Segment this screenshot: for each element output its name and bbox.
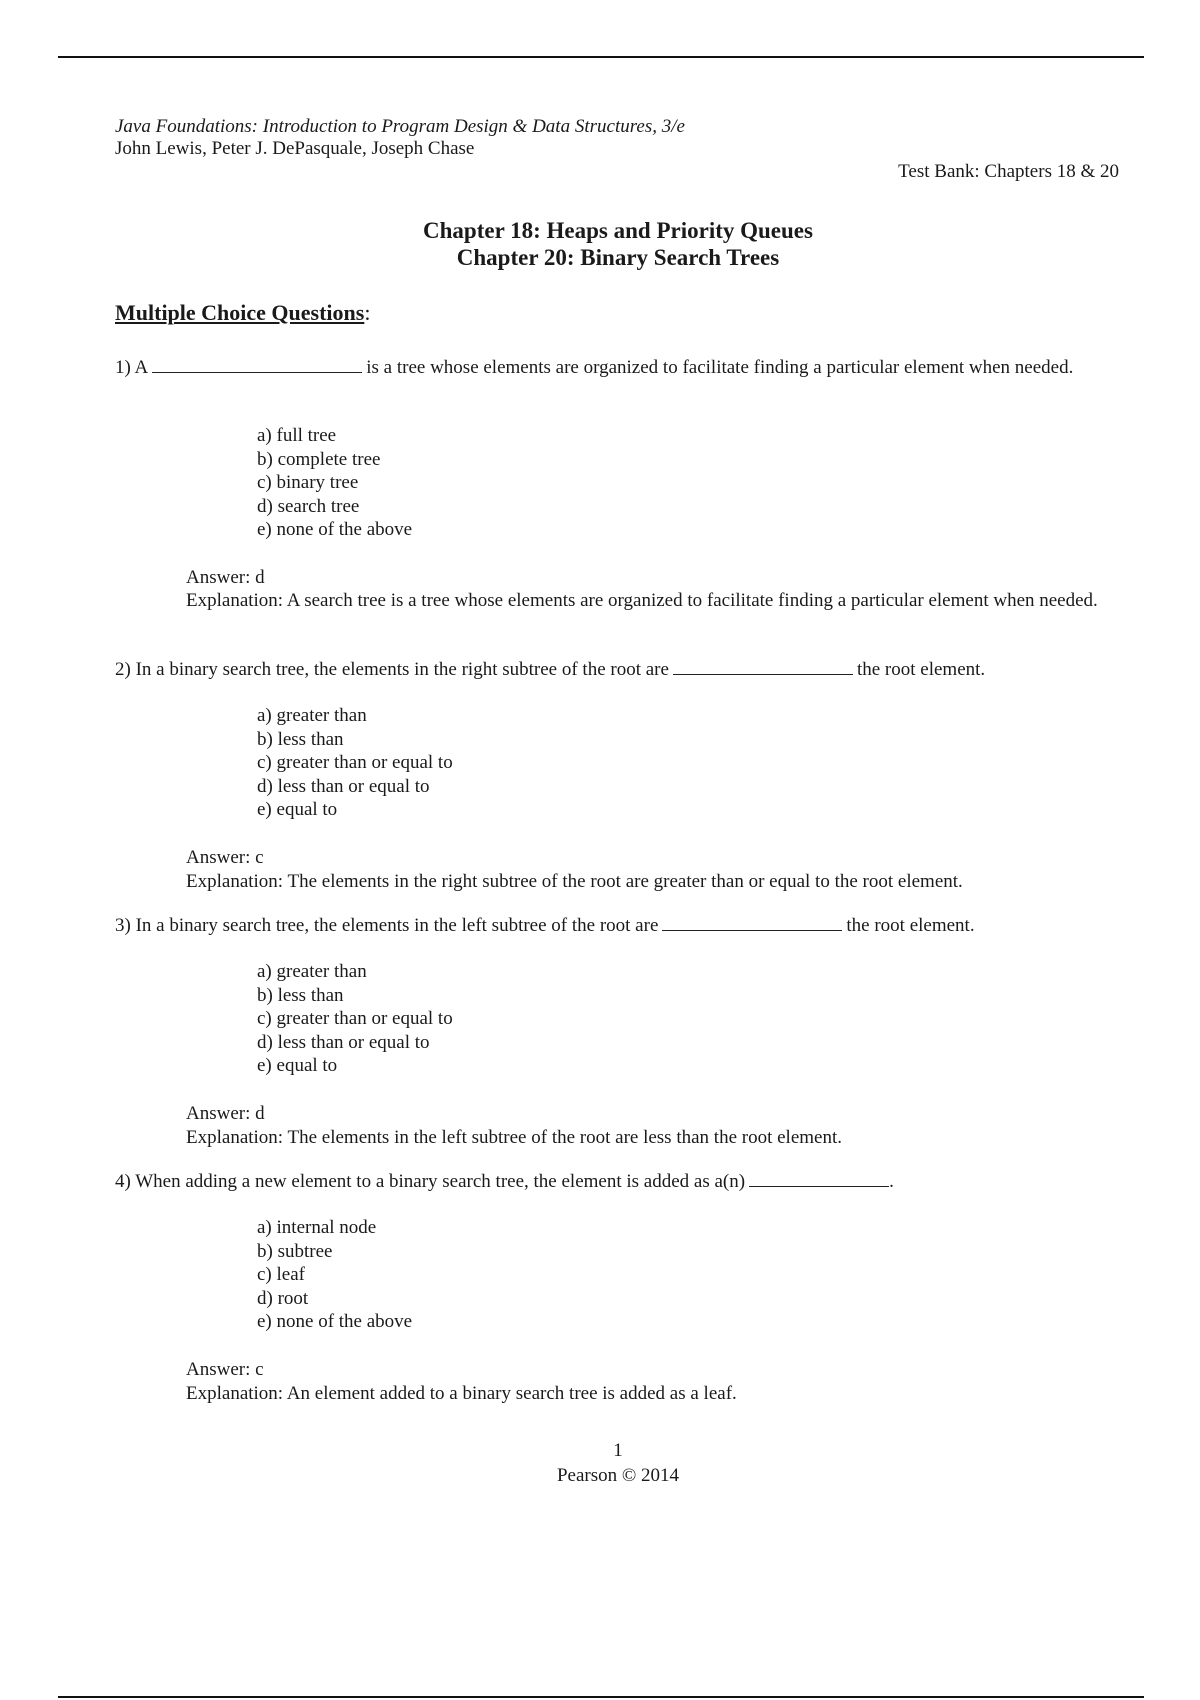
question-2-options — [257, 704, 453, 822]
answer-blank — [152, 356, 362, 373]
question-prefix: 4) When adding a new element to a binary search tree, the element is added as a(n) — [115, 1171, 746, 1192]
option: d) less than or equal to — [257, 775, 430, 797]
explanation: Explanation: An element added to a binary search tree is added as a leaf. — [186, 1383, 737, 1404]
option: a) internal node — [257, 1217, 377, 1238]
answer: Answer: d — [186, 567, 265, 588]
answer: Answer: d — [186, 1103, 265, 1124]
option: c) leaf — [257, 1264, 305, 1285]
copyright: Pearson © 2014 — [556, 1465, 680, 1486]
question-4 — [115, 1170, 1095, 1193]
question-3 — [115, 914, 1095, 937]
option: c) greater than or equal to — [257, 1008, 453, 1029]
question-prefix: 2) In a binary search tree, the elements in the right subtree of the root are — [115, 659, 669, 680]
option: b) less than — [257, 728, 344, 750]
question-suffix: . — [889, 1171, 894, 1192]
option: a) greater than — [257, 961, 367, 982]
explanation: Explanation: The elements in the right subtree of the root are greater than or equal to the root element. — [186, 871, 963, 892]
option: c) greater than or equal to — [257, 752, 453, 773]
option: b) less than — [257, 984, 344, 1006]
option: a) greater than — [257, 705, 367, 726]
option: a) full tree — [257, 425, 337, 446]
page-number: 1 — [613, 1440, 623, 1461]
section-title — [115, 300, 370, 326]
option: b) complete tree — [257, 448, 381, 470]
explanation — [115, 589, 1115, 613]
bottom-rule — [58, 1696, 1144, 1698]
option: e) none of the above — [257, 1311, 413, 1332]
answer: Answer: c — [186, 1359, 264, 1380]
option: b) subtree — [257, 1240, 333, 1262]
answer-blank — [662, 914, 842, 931]
question-suffix: the root element. — [856, 659, 986, 680]
question-prefix: 3) In a binary search tree, the elements in the left subtree of the root are — [115, 915, 659, 936]
answer: Answer: c — [186, 847, 264, 868]
authors: John Lewis, Peter J. DePasquale, Joseph Chase — [115, 138, 475, 159]
book-title: Java Foundations: Introduction to Program Design & Data Structures, 3/e — [115, 116, 685, 137]
question-suffix: is a tree whose elements are organized to facilitate finding a particular element when needed. — [366, 357, 1074, 378]
question-prefix: 1) A — [115, 357, 149, 378]
option: d) search tree — [257, 495, 360, 517]
option: d) root — [257, 1287, 309, 1309]
section-title-colon: : — [364, 300, 371, 325]
section-title-text: Multiple Choice Questions — [115, 300, 365, 325]
question-suffix: the root element. — [846, 915, 975, 936]
test-bank-label: Test Bank: Chapters 18 & 20 — [898, 161, 1119, 182]
option: e) equal to — [257, 1055, 338, 1076]
answer-blank — [673, 658, 853, 675]
question-2 — [115, 658, 1095, 681]
explanation: Explanation: The elements in the left subtree of the root are less than the root element. — [186, 1127, 842, 1148]
question-1 — [115, 356, 1095, 379]
top-rule — [58, 56, 1144, 58]
chapter-18-title: Chapter 18: Heaps and Priority Queues — [423, 218, 813, 243]
question-3-options — [257, 960, 453, 1078]
explanation-text: Explanation: A search tree is a tree whose elements are organized to facilitate finding a particular element when needed. — [186, 590, 1098, 611]
option: c) binary tree — [257, 472, 359, 493]
chapter-20-title: Chapter 20: Binary Search Trees — [456, 245, 780, 270]
option: d) less than or equal to — [257, 1031, 430, 1053]
question-4-options — [257, 1216, 412, 1334]
option: e) equal to — [257, 799, 338, 820]
option: e) none of the above — [257, 519, 413, 540]
question-1-options — [257, 424, 412, 542]
answer-blank — [749, 1170, 889, 1187]
